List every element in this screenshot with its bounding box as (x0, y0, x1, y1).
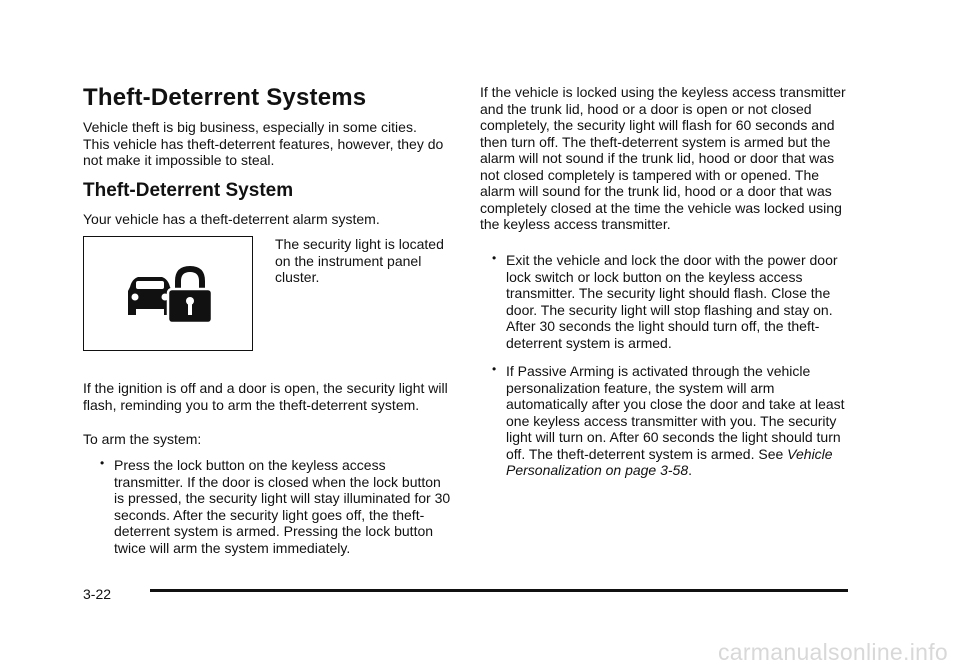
icon-caption: The security light is located on the instrument panel cluster. (275, 236, 444, 285)
watermark: carmanualsonline.info (717, 639, 948, 665)
footer-rule (150, 589, 848, 592)
arm-lead-paragraph: To arm the system: (83, 431, 202, 447)
page-number: 3-22 (83, 586, 112, 602)
section-intro-paragraph: Your vehicle has a theft-deterrent alarm system. (83, 211, 380, 227)
section-title: Theft-Deterrent System (83, 180, 294, 201)
page-title: Theft-Deterrent Systems (83, 84, 367, 111)
list-item: • Exit the vehicle and lock the door with the power door lock switch or lock button on the keyless access transmitter. The security light should flash. Close the door. The security light will stop flashing and stay on. After 30 seconds the light should turn off, the theft-deterrent system is armed. (506, 252, 846, 351)
security-light-icon (124, 257, 214, 332)
arm-steps-list (114, 457, 452, 556)
cross-reference-link[interactable]: Vehicle Personalization on page 3-58 (506, 445, 833, 478)
ignition-paragraph: If the ignition is off and a door is open, the security light will flash, reminding you to arm the theft-deterrent system. (83, 380, 448, 413)
intro-paragraph: Vehicle theft is big business, especially in some cities. This vehicle has theft-deterrent features, however, they do not make it impossible to steal. (83, 119, 444, 168)
list-item (506, 363, 846, 479)
keyless-lock-paragraph: If the vehicle is locked using the keyless access transmitter and the trunk lid, hood or a door is open or not closed completely, the security light will flash for 60 seconds and then turn off. The theft-deterrent system is armed but the alarm will not sound if the trunk lid, hood or door that was not closed completely is tampered with or opened. The alarm will sound for the trunk lid, hood or a door that was completely closed at the time the vehicle was locked using the keyless access transmitter. (480, 84, 846, 232)
security-light-icon-box (83, 236, 253, 351)
arm-methods-list (506, 252, 846, 491)
list-item: • Press the lock button on the keyless access transmitter. If the door is closed when the lock button is pressed, the security light will stay illuminated for 30 seconds. After the security light goes off, the theft-deterrent system is armed. Pressing the lock button twice will arm the system immediately. (114, 457, 452, 556)
passive-arming-text: If Passive Arming is activated through the vehicle personalization feature, the system will arm automatically after you close the door and take at least one keyless access transmitter with you. The security light will turn on. After 60 seconds the light should turn off. The theft-deterrent system is armed. See (506, 363, 845, 462)
sentence-end: . (688, 462, 693, 478)
